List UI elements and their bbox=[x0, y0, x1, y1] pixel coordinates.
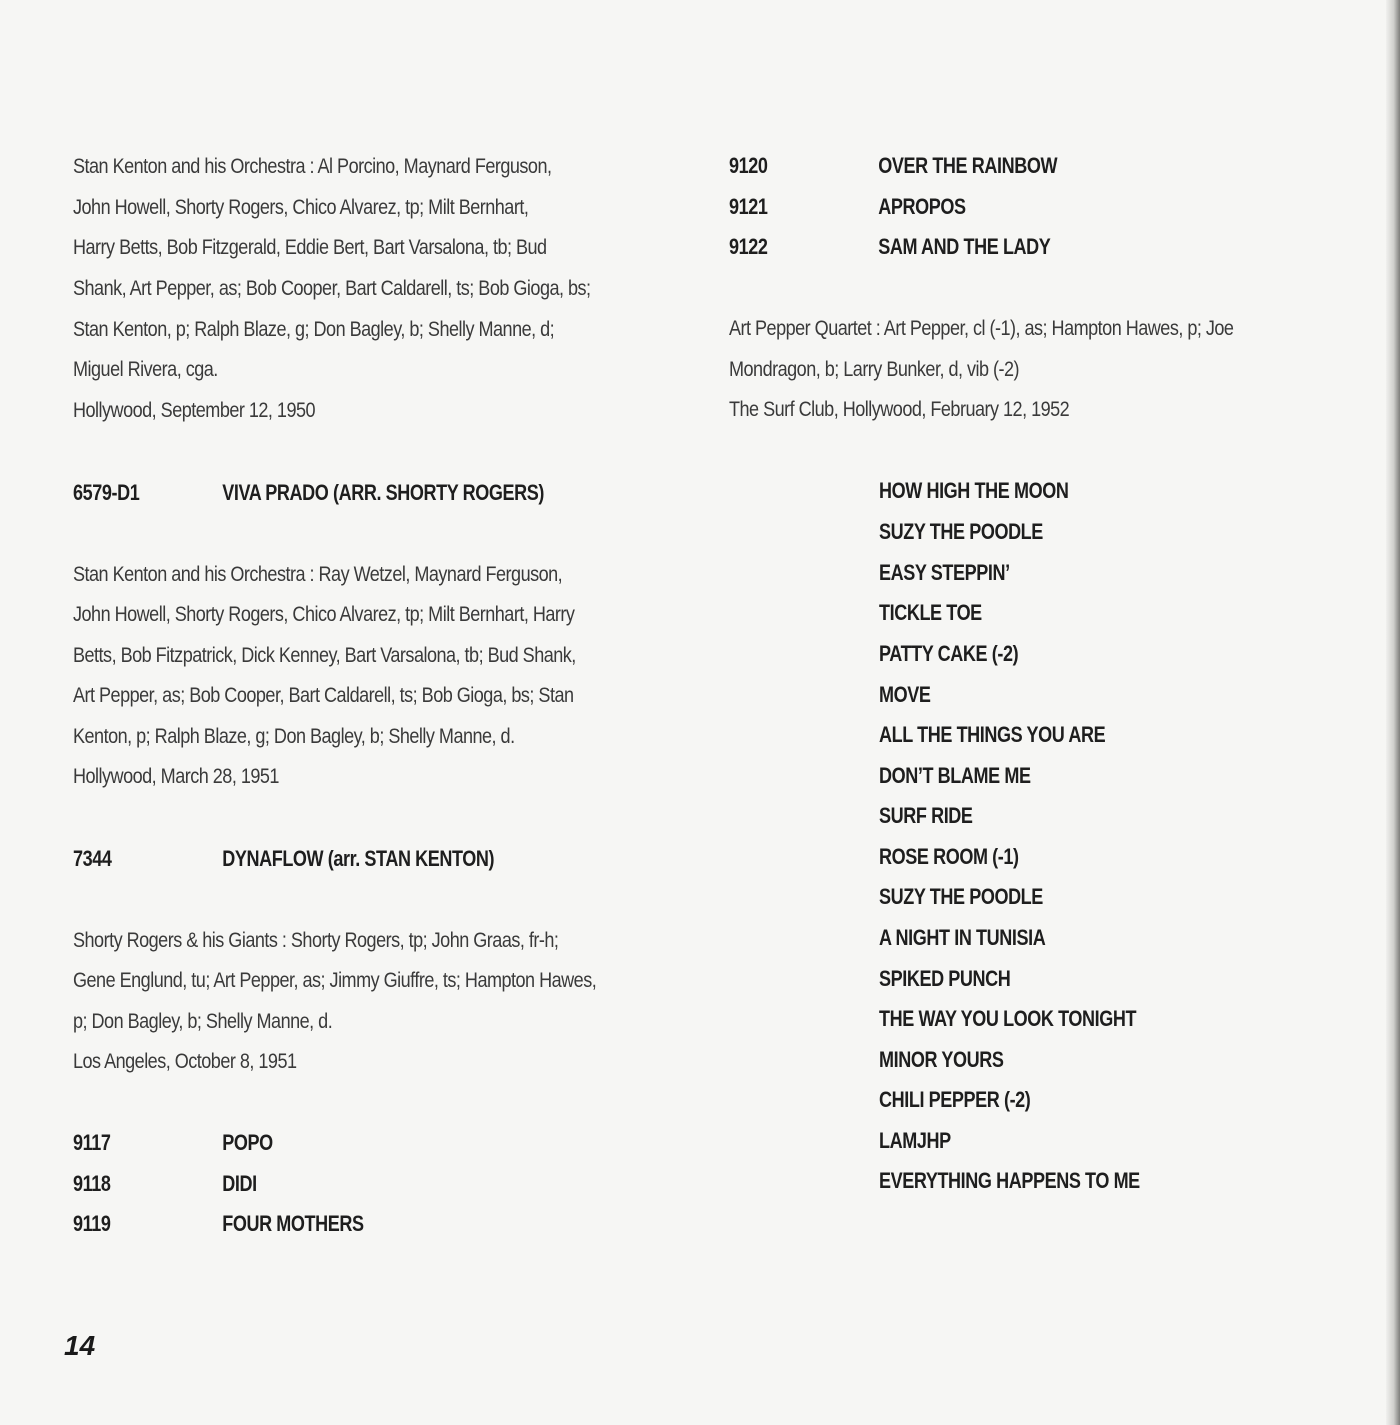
track-row bbox=[73, 480, 544, 506]
track-row bbox=[73, 846, 494, 872]
personnel-line: Stan Kenton and his Orchestra : Ray Wetzel, Maynard Ferguson, bbox=[73, 563, 563, 586]
page-edge-shadow bbox=[1386, 0, 1400, 1425]
track-title: SURF RIDE bbox=[879, 803, 973, 828]
track-title: THE WAY YOU LOOK TONIGHT bbox=[879, 1006, 1137, 1031]
track-title: MOVE bbox=[879, 682, 931, 707]
track-title: EASY STEPPIN’ bbox=[879, 560, 1010, 585]
personnel-line: Betts, Bob Fitzpatrick, Dick Kenney, Bart Varsalona, tb; Bud Shank, bbox=[73, 644, 576, 667]
track-title: EVERYTHING HAPPENS TO ME bbox=[879, 1168, 1140, 1193]
personnel-line: Art Pepper, as; Bob Cooper, Bart Caldarell, ts; Bob Gioga, bs; Stan bbox=[73, 684, 574, 707]
track-title: LAMJHP bbox=[879, 1128, 951, 1153]
matrix-number: 9122 bbox=[729, 234, 768, 259]
track-title: VIVA PRADO (ARR. SHORTY ROGERS) bbox=[222, 480, 544, 505]
track-title: POPO bbox=[222, 1130, 273, 1155]
page-number: 14 bbox=[64, 1330, 96, 1361]
personnel-line: Shorty Rogers & his Giants : Shorty Rogers, tp; John Graas, fr-h; bbox=[73, 929, 559, 952]
session-date: Hollywood, March 28, 1951 bbox=[73, 765, 279, 788]
track-title: HOW HIGH THE MOON bbox=[879, 478, 1069, 503]
personnel-line: Miguel Rivera, cga. bbox=[73, 358, 218, 381]
track-title: CHILI PEPPER (-2) bbox=[879, 1087, 1031, 1112]
personnel-line: Stan Kenton, p; Ralph Blaze, g; Don Bagley, b; Shelly Manne, d; bbox=[73, 318, 555, 341]
matrix-number: 9120 bbox=[729, 153, 768, 178]
track-title: APROPOS bbox=[878, 194, 966, 219]
track-title: SPIKED PUNCH bbox=[879, 966, 1011, 991]
track-title: PATTY CAKE (-2) bbox=[879, 641, 1019, 666]
track-title: SUZY THE POODLE bbox=[879, 519, 1043, 544]
track-title: DON’T BLAME ME bbox=[879, 763, 1031, 788]
track-row bbox=[73, 1171, 257, 1197]
session-date: Los Angeles, October 8, 1951 bbox=[73, 1050, 297, 1073]
track-title: FOUR MOTHERS bbox=[222, 1211, 364, 1236]
personnel-line: Kenton, p; Ralph Blaze, g; Don Bagley, b; Shelly Manne, d. bbox=[73, 725, 515, 748]
matrix-number: 9121 bbox=[729, 194, 768, 219]
personnel-line: Art Pepper Quartet : Art Pepper, cl (-1), as; Hampton Hawes, p; Joe bbox=[729, 317, 1234, 340]
track-title: SUZY THE POODLE bbox=[879, 884, 1043, 909]
track-title: SAM AND THE LADY bbox=[878, 234, 1051, 259]
track-title: ALL THE THINGS YOU ARE bbox=[879, 722, 1106, 747]
session-date: The Surf Club, Hollywood, February 12, 1952 bbox=[729, 398, 1070, 421]
personnel-line: Stan Kenton and his Orchestra : Al Porcino, Maynard Ferguson, bbox=[73, 155, 552, 178]
session-date: Hollywood, September 12, 1950 bbox=[73, 399, 316, 422]
matrix-number: 7344 bbox=[73, 846, 112, 871]
personnel-line: John Howell, Shorty Rogers, Chico Alvarez, tp; Milt Bernhart, Harry bbox=[73, 603, 575, 626]
personnel-line: Mondragon, b; Larry Bunker, d, vib (-2) bbox=[729, 358, 1020, 381]
track-title: DYNAFLOW (arr. STAN KENTON) bbox=[222, 846, 495, 871]
track-title: ROSE ROOM (-1) bbox=[879, 844, 1019, 869]
track-title: TICKLE TOE bbox=[879, 600, 982, 625]
track-row bbox=[73, 1211, 364, 1237]
personnel-line: p; Don Bagley, b; Shelly Manne, d. bbox=[73, 1010, 333, 1033]
track-row bbox=[729, 153, 1057, 179]
track-title: DIDI bbox=[222, 1171, 257, 1196]
personnel-line: Shank, Art Pepper, as; Bob Cooper, Bart Caldarell, ts; Bob Gioga, bs; bbox=[73, 277, 591, 300]
track-row bbox=[73, 1130, 273, 1156]
personnel-line: John Howell, Shorty Rogers, Chico Alvarez, tp; Milt Bernhart, bbox=[73, 196, 529, 219]
track-row bbox=[729, 234, 1050, 260]
matrix-number: 9118 bbox=[73, 1171, 111, 1196]
matrix-number: 9117 bbox=[73, 1130, 111, 1155]
track-title: MINOR YOURS bbox=[879, 1047, 1004, 1072]
personnel-line: Harry Betts, Bob Fitzgerald, Eddie Bert, Bart Varsalona, tb; Bud bbox=[73, 236, 547, 259]
matrix-number: 9119 bbox=[73, 1211, 111, 1236]
track-title: OVER THE RAINBOW bbox=[878, 153, 1058, 178]
track-row bbox=[729, 194, 966, 220]
matrix-number: 6579-D1 bbox=[73, 480, 140, 505]
personnel-line: Gene Englund, tu; Art Pepper, as; Jimmy Giuffre, ts; Hampton Hawes, bbox=[73, 969, 597, 992]
track-title: A NIGHT IN TUNISIA bbox=[879, 925, 1046, 950]
